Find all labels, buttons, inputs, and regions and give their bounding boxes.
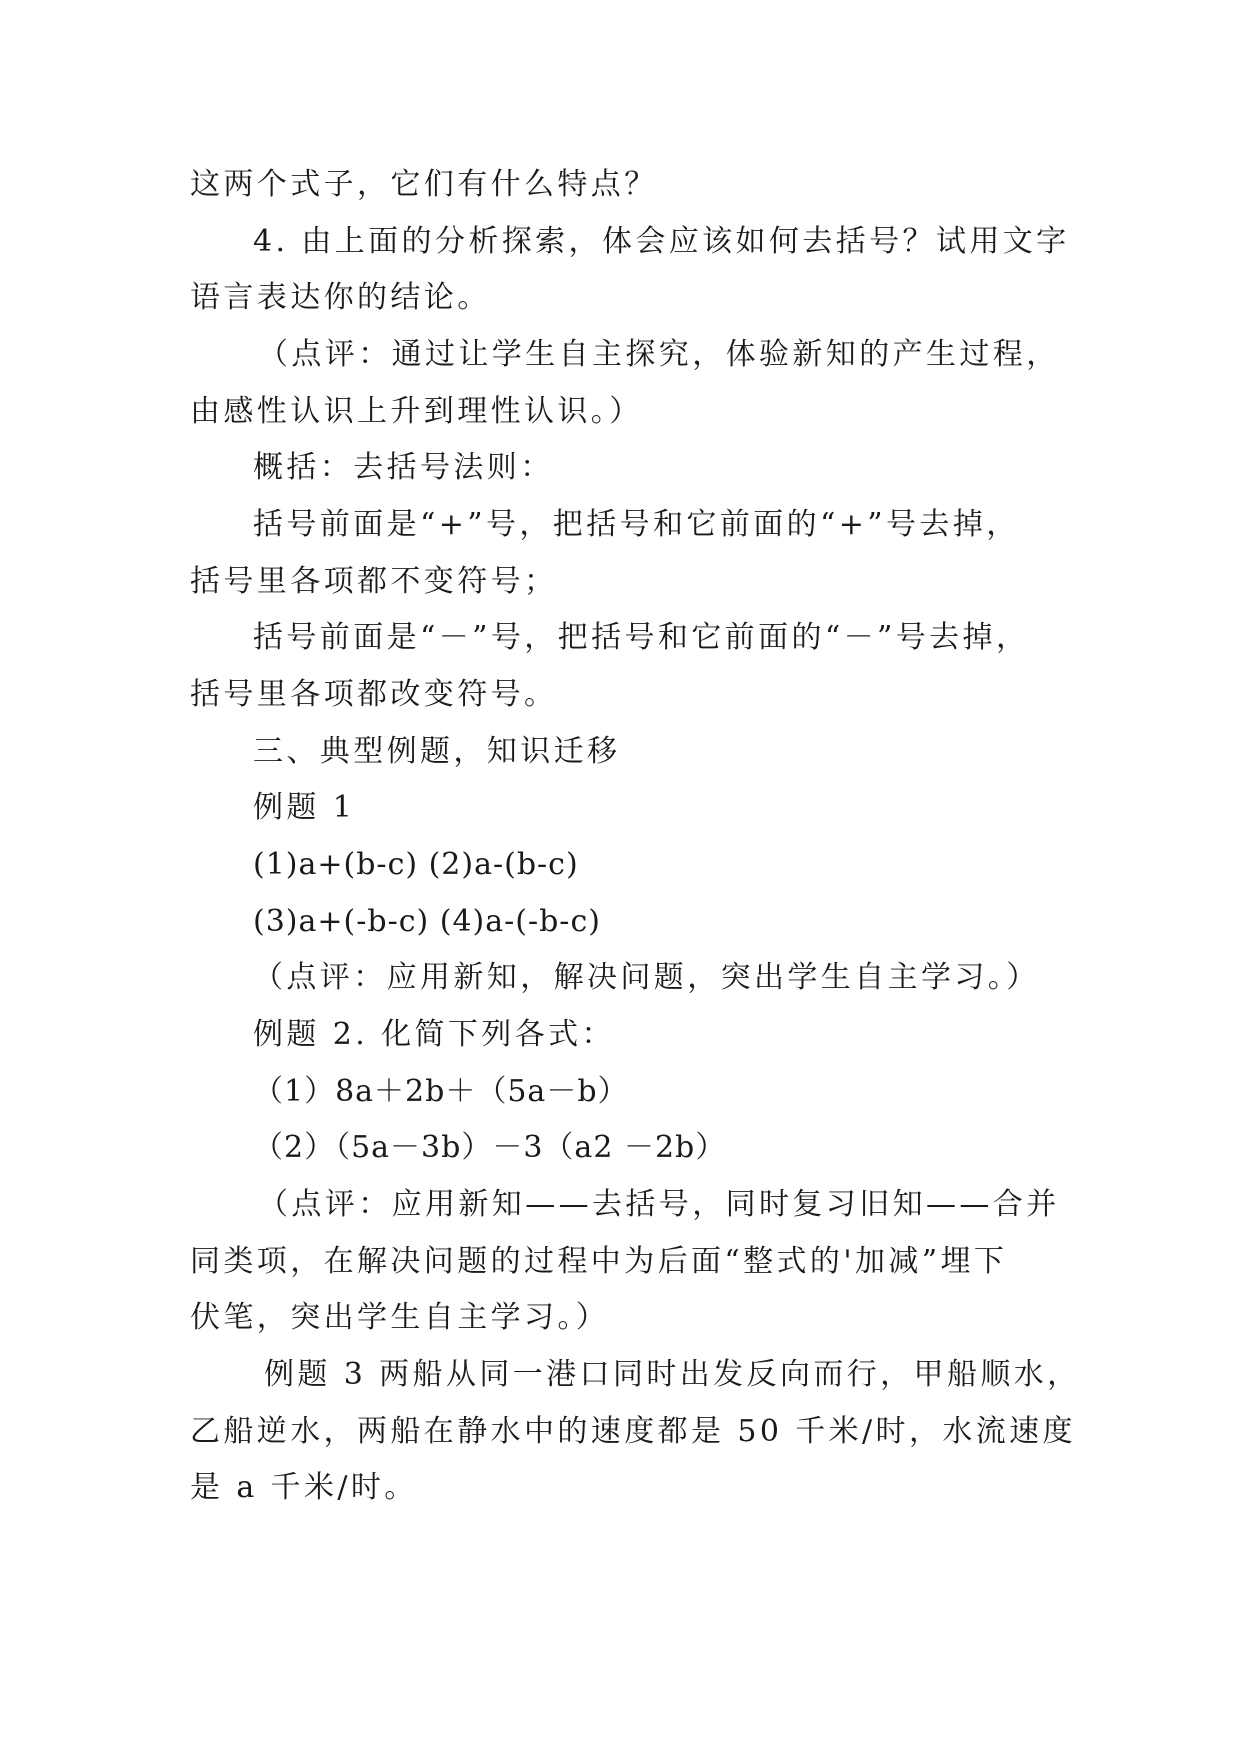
text-line: 括号前面是“－”号，把括号和它前面的“－”号去掉， [253, 620, 1030, 655]
text-line: 括号里各项都改变符号。 [190, 677, 558, 712]
text-line: 括号前面是“+”号，把括号和它前面的“+”号去掉， [253, 507, 1020, 542]
text-line: 这两个式子，它们有什么特点？ [190, 167, 658, 202]
text-line: 例题 3 两船从同一港口同时出发反向而行，甲船顺水， [264, 1357, 1081, 1392]
example-title: 例题 1 [253, 790, 356, 825]
text-line: 伏笔，突出学生自主学习。） [190, 1300, 610, 1335]
text-line: （点评：通过让学生自主探究，体验新知的产生过程， [258, 337, 1060, 372]
formula-line: (1)a+(b-c) (2)a-(b-c) [253, 847, 579, 882]
example-title: 例题 2. 化简下列各式： [253, 1017, 615, 1052]
section-heading: 三、典型例题，知识迁移 [253, 734, 621, 769]
text-line: 语言表达你的结论。 [190, 280, 491, 315]
text-line: （点评：应用新知，解决问题，突出学生自主学习。） [253, 960, 1040, 995]
text-line: 概括：去括号法则： [253, 450, 554, 485]
text-line: 同类项，在解决问题的过程中为后面“整式的'加减”埋下 [190, 1244, 1008, 1279]
formula-line: （1）8a＋2b＋（5a－b） [253, 1074, 629, 1109]
text-line: （点评：应用新知——去括号，同时复习旧知——合并 [258, 1187, 1060, 1222]
text-line: 括号里各项都不变符号； [190, 564, 558, 599]
text-line: 是 a 千米/时。 [190, 1470, 418, 1505]
formula-line: （2）（5a－3b）－3（a2 －2b） [253, 1130, 727, 1165]
text-line: 乙船逆水，两船在静水中的速度都是 50 千米/时，水流速度 [190, 1414, 1076, 1449]
formula-line: (3)a+(-b-c) (4)a-(-b-c) [253, 904, 601, 939]
text-line: 4. 由上面的分析探索，体会应该如何去括号？试用文字 [253, 224, 1070, 259]
text-line: 由感性认识上升到理性认识。） [190, 394, 643, 429]
